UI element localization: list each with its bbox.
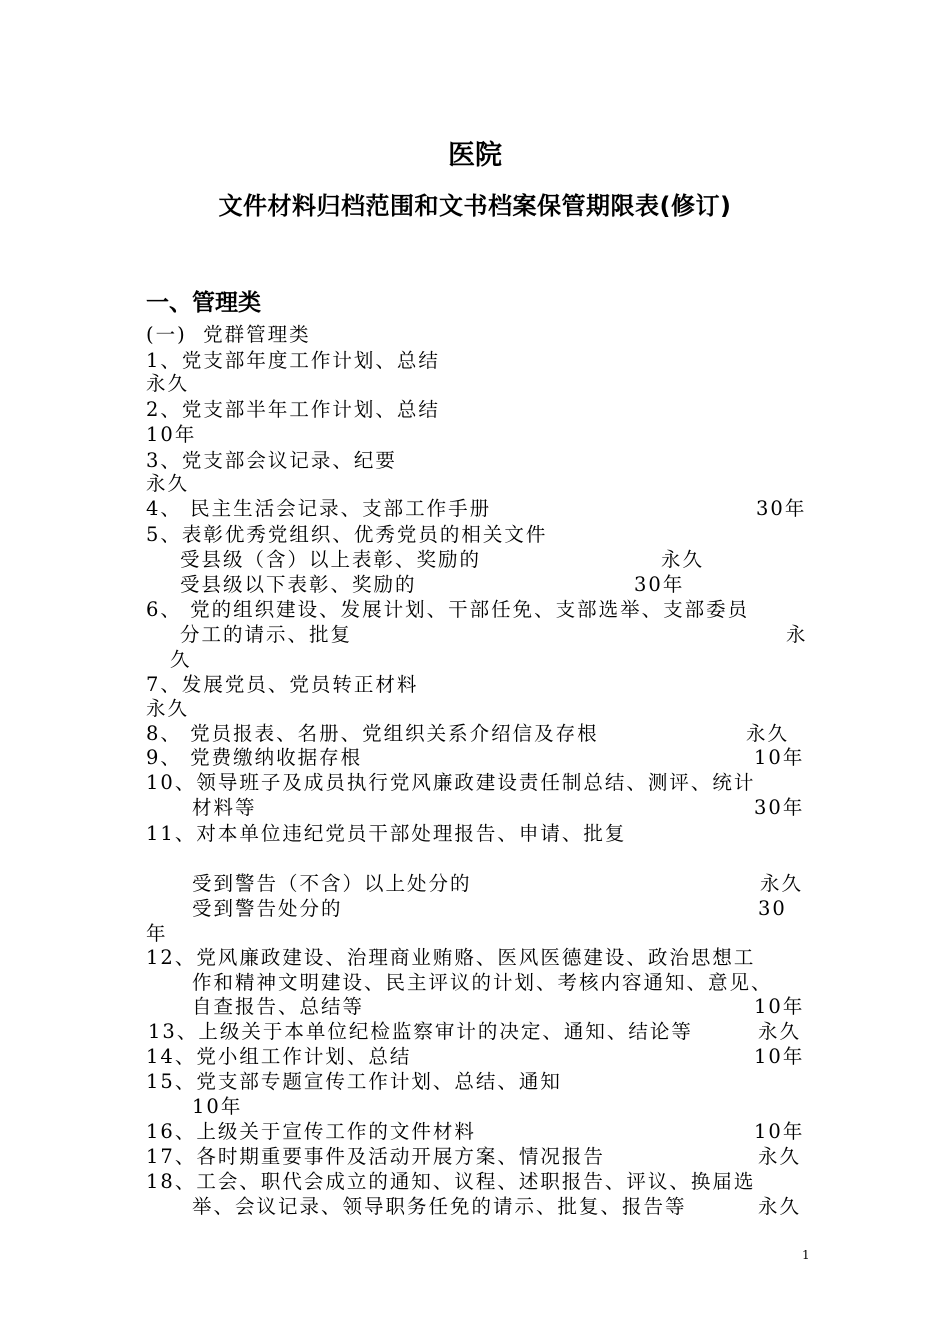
section-heading-management: 一、管理类: [146, 290, 261, 316]
retention-period: 永久: [746, 722, 790, 745]
document-subtitle: 文件材料归档范围和文书档案保管期限表(修订): [218, 192, 732, 220]
retention-period: 10年: [754, 1045, 805, 1068]
list-item: 15、党支部专题宣传工作计划、总结、通知: [146, 1070, 562, 1093]
list-item: 受到警告（不含）以上处分的: [192, 872, 472, 895]
retention-period: 10年: [754, 1120, 805, 1143]
retention-period: 30年: [634, 573, 685, 596]
list-item: 9、 党费缴纳收据存根: [146, 746, 363, 769]
list-item: 6、 党的组织建设、发展计划、干部任免、支部选举、支部委员: [146, 598, 750, 621]
retention-period: 30年: [756, 497, 807, 520]
list-item: 18、工会、职代会成立的通知、议程、述职报告、评议、换届选: [146, 1170, 756, 1193]
list-item: 永久: [146, 372, 190, 395]
list-item: 5、表彰优秀党组织、优秀党员的相关文件: [146, 523, 548, 546]
retention-period: 30年: [754, 796, 805, 819]
list-item: 分工的请示、批复: [180, 623, 353, 646]
list-item: 16、上级关于宣传工作的文件材料: [146, 1120, 476, 1143]
list-item: 1、党支部年度工作计划、总结: [146, 349, 440, 372]
list-item: 13、上级关于本单位纪检监察审计的决定、通知、结论等: [148, 1020, 693, 1043]
retention-period: 永久: [758, 1145, 802, 1168]
list-item: 3、党支部会议记录、纪要: [146, 449, 397, 472]
list-item: 受县级以下表彰、奖励的: [180, 573, 417, 596]
list-item: 永久: [146, 472, 190, 495]
list-item: 10年: [146, 423, 197, 446]
list-item: 12、党风廉政建设、治理商业贿赂、医风医德建设、政治思想工: [146, 946, 756, 969]
list-item: 11、对本单位违纪党员干部处理报告、申请、批复: [146, 822, 627, 845]
retention-period: 永久: [758, 1195, 802, 1218]
list-item: 年: [146, 922, 168, 945]
list-item: 受县级（含）以上表彰、奖励的: [180, 548, 482, 571]
list-item: 自查报告、总结等: [192, 995, 365, 1018]
retention-period: 10年: [754, 995, 805, 1018]
list-item: 8、 党员报表、名册、党组织关系介绍信及存根: [146, 722, 599, 745]
retention-period: 10年: [754, 746, 805, 769]
list-item: 10年: [192, 1095, 243, 1118]
list-item: 14、党小组工作计划、总结: [146, 1045, 412, 1068]
retention-period: 永久: [760, 872, 804, 895]
retention-period: 30: [758, 897, 787, 920]
list-item: 7、发展党员、党员转正材料: [146, 673, 419, 696]
list-item: 17、各时期重要事件及活动开展方案、情况报告: [146, 1145, 605, 1168]
document-title: 医院: [448, 140, 502, 171]
list-item: 材料等: [192, 796, 257, 819]
list-item: 4、 民主生活会记录、支部工作手册: [146, 497, 492, 520]
page-number: 1: [802, 1248, 810, 1262]
list-item: 永久: [146, 697, 190, 720]
list-item: (一) 党群管理类: [146, 323, 311, 346]
list-item: 久: [170, 648, 192, 671]
list-item: 10、领导班子及成员执行党风廉政建设责任制总结、测评、统计: [146, 771, 756, 794]
list-item: 2、党支部半年工作计划、总结: [146, 398, 440, 421]
list-item: 举、会议记录、领导职务任免的请示、批复、报告等: [192, 1195, 687, 1218]
retention-period: 永久: [758, 1020, 802, 1043]
list-item: 作和精神文明建设、民主评议的计划、考核内容通知、意见、: [192, 971, 773, 994]
list-item: 受到警告处分的: [192, 897, 343, 920]
retention-period: 永久: [661, 548, 705, 571]
retention-period: 永: [786, 623, 808, 646]
